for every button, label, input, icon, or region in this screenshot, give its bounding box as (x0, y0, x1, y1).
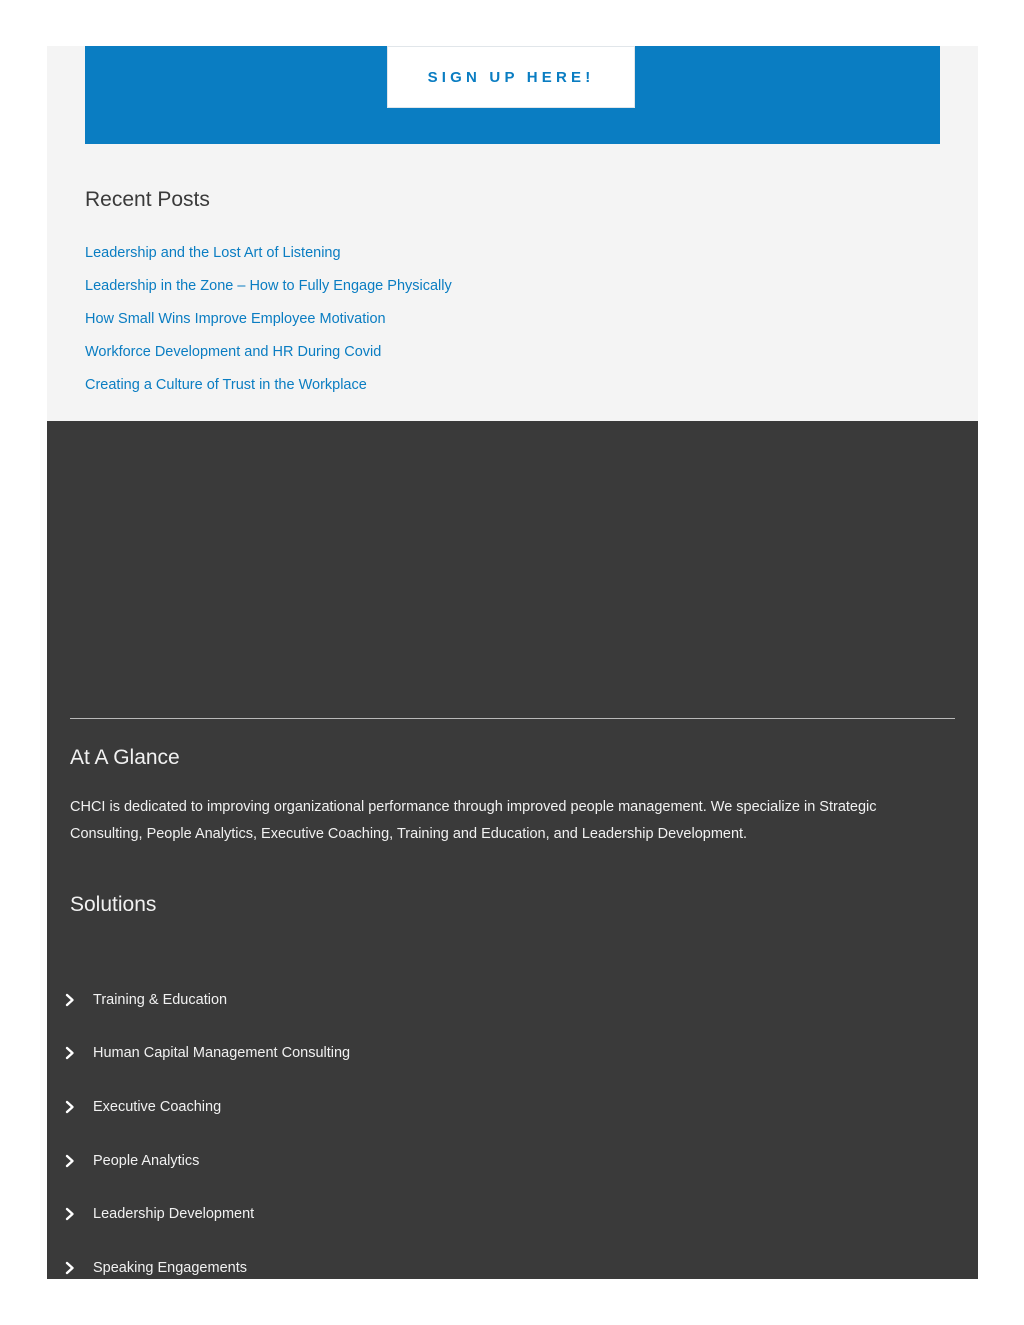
at-a-glance-heading: At A Glance (70, 746, 180, 769)
footer (47, 421, 978, 1279)
solutions-heading: Solutions (70, 893, 157, 916)
recent-posts-list (85, 240, 452, 405)
list-item (85, 306, 452, 339)
footer-divider (70, 718, 955, 719)
list-item (85, 339, 452, 372)
solutions-list (63, 973, 350, 1279)
recent-post-link[interactable]: Leadership in the Zone – How to Fully Engage Physically (85, 278, 452, 294)
chevron-right-icon (63, 1207, 77, 1221)
recent-post-link[interactable]: How Small Wins Improve Employee Motivation (85, 311, 386, 327)
sign-up-button[interactable]: SIGN UP HERE! (387, 46, 635, 108)
solution-item-people-analytics[interactable] (63, 1134, 350, 1188)
solution-item-hcm-consulting[interactable] (63, 1027, 350, 1081)
solution-item-leadership-development[interactable] (63, 1187, 350, 1241)
solution-item-speaking-engagements[interactable] (63, 1241, 350, 1279)
list-item (85, 273, 452, 306)
recent-posts-heading: Recent Posts (85, 188, 210, 211)
signup-banner (85, 46, 940, 144)
chevron-right-icon (63, 1100, 77, 1114)
solution-item-label: Speaking Engagements (93, 1259, 247, 1276)
list-item (85, 372, 452, 405)
solution-item-training[interactable] (63, 973, 350, 1027)
chevron-right-icon (63, 1261, 77, 1275)
solution-item-executive-coaching[interactable] (63, 1080, 350, 1134)
solution-item-label: People Analytics (93, 1152, 200, 1169)
at-a-glance-text: CHCI is dedicated to improving organizational performance through improved people management. We specialize in Strategic Consulting, People Analytics, Executive Coaching, Training and Education, and Leadership Development. (70, 799, 877, 842)
chevron-right-icon (63, 993, 77, 1007)
solution-item-label: Executive Coaching (93, 1098, 222, 1115)
chevron-right-icon (63, 1046, 77, 1060)
solution-item-label: Human Capital Management Consulting (93, 1045, 351, 1062)
list-item (85, 240, 452, 273)
recent-post-link[interactable]: Workforce Development and HR During Covid (85, 344, 382, 360)
page-container (47, 46, 978, 1279)
recent-post-link[interactable]: Creating a Culture of Trust in the Workplace (85, 377, 367, 393)
chevron-right-icon (63, 1154, 77, 1168)
solution-item-label: Leadership Development (93, 1206, 255, 1223)
recent-post-link[interactable]: Leadership and the Lost Art of Listening (85, 245, 341, 261)
solution-item-label: Training & Education (93, 991, 228, 1008)
